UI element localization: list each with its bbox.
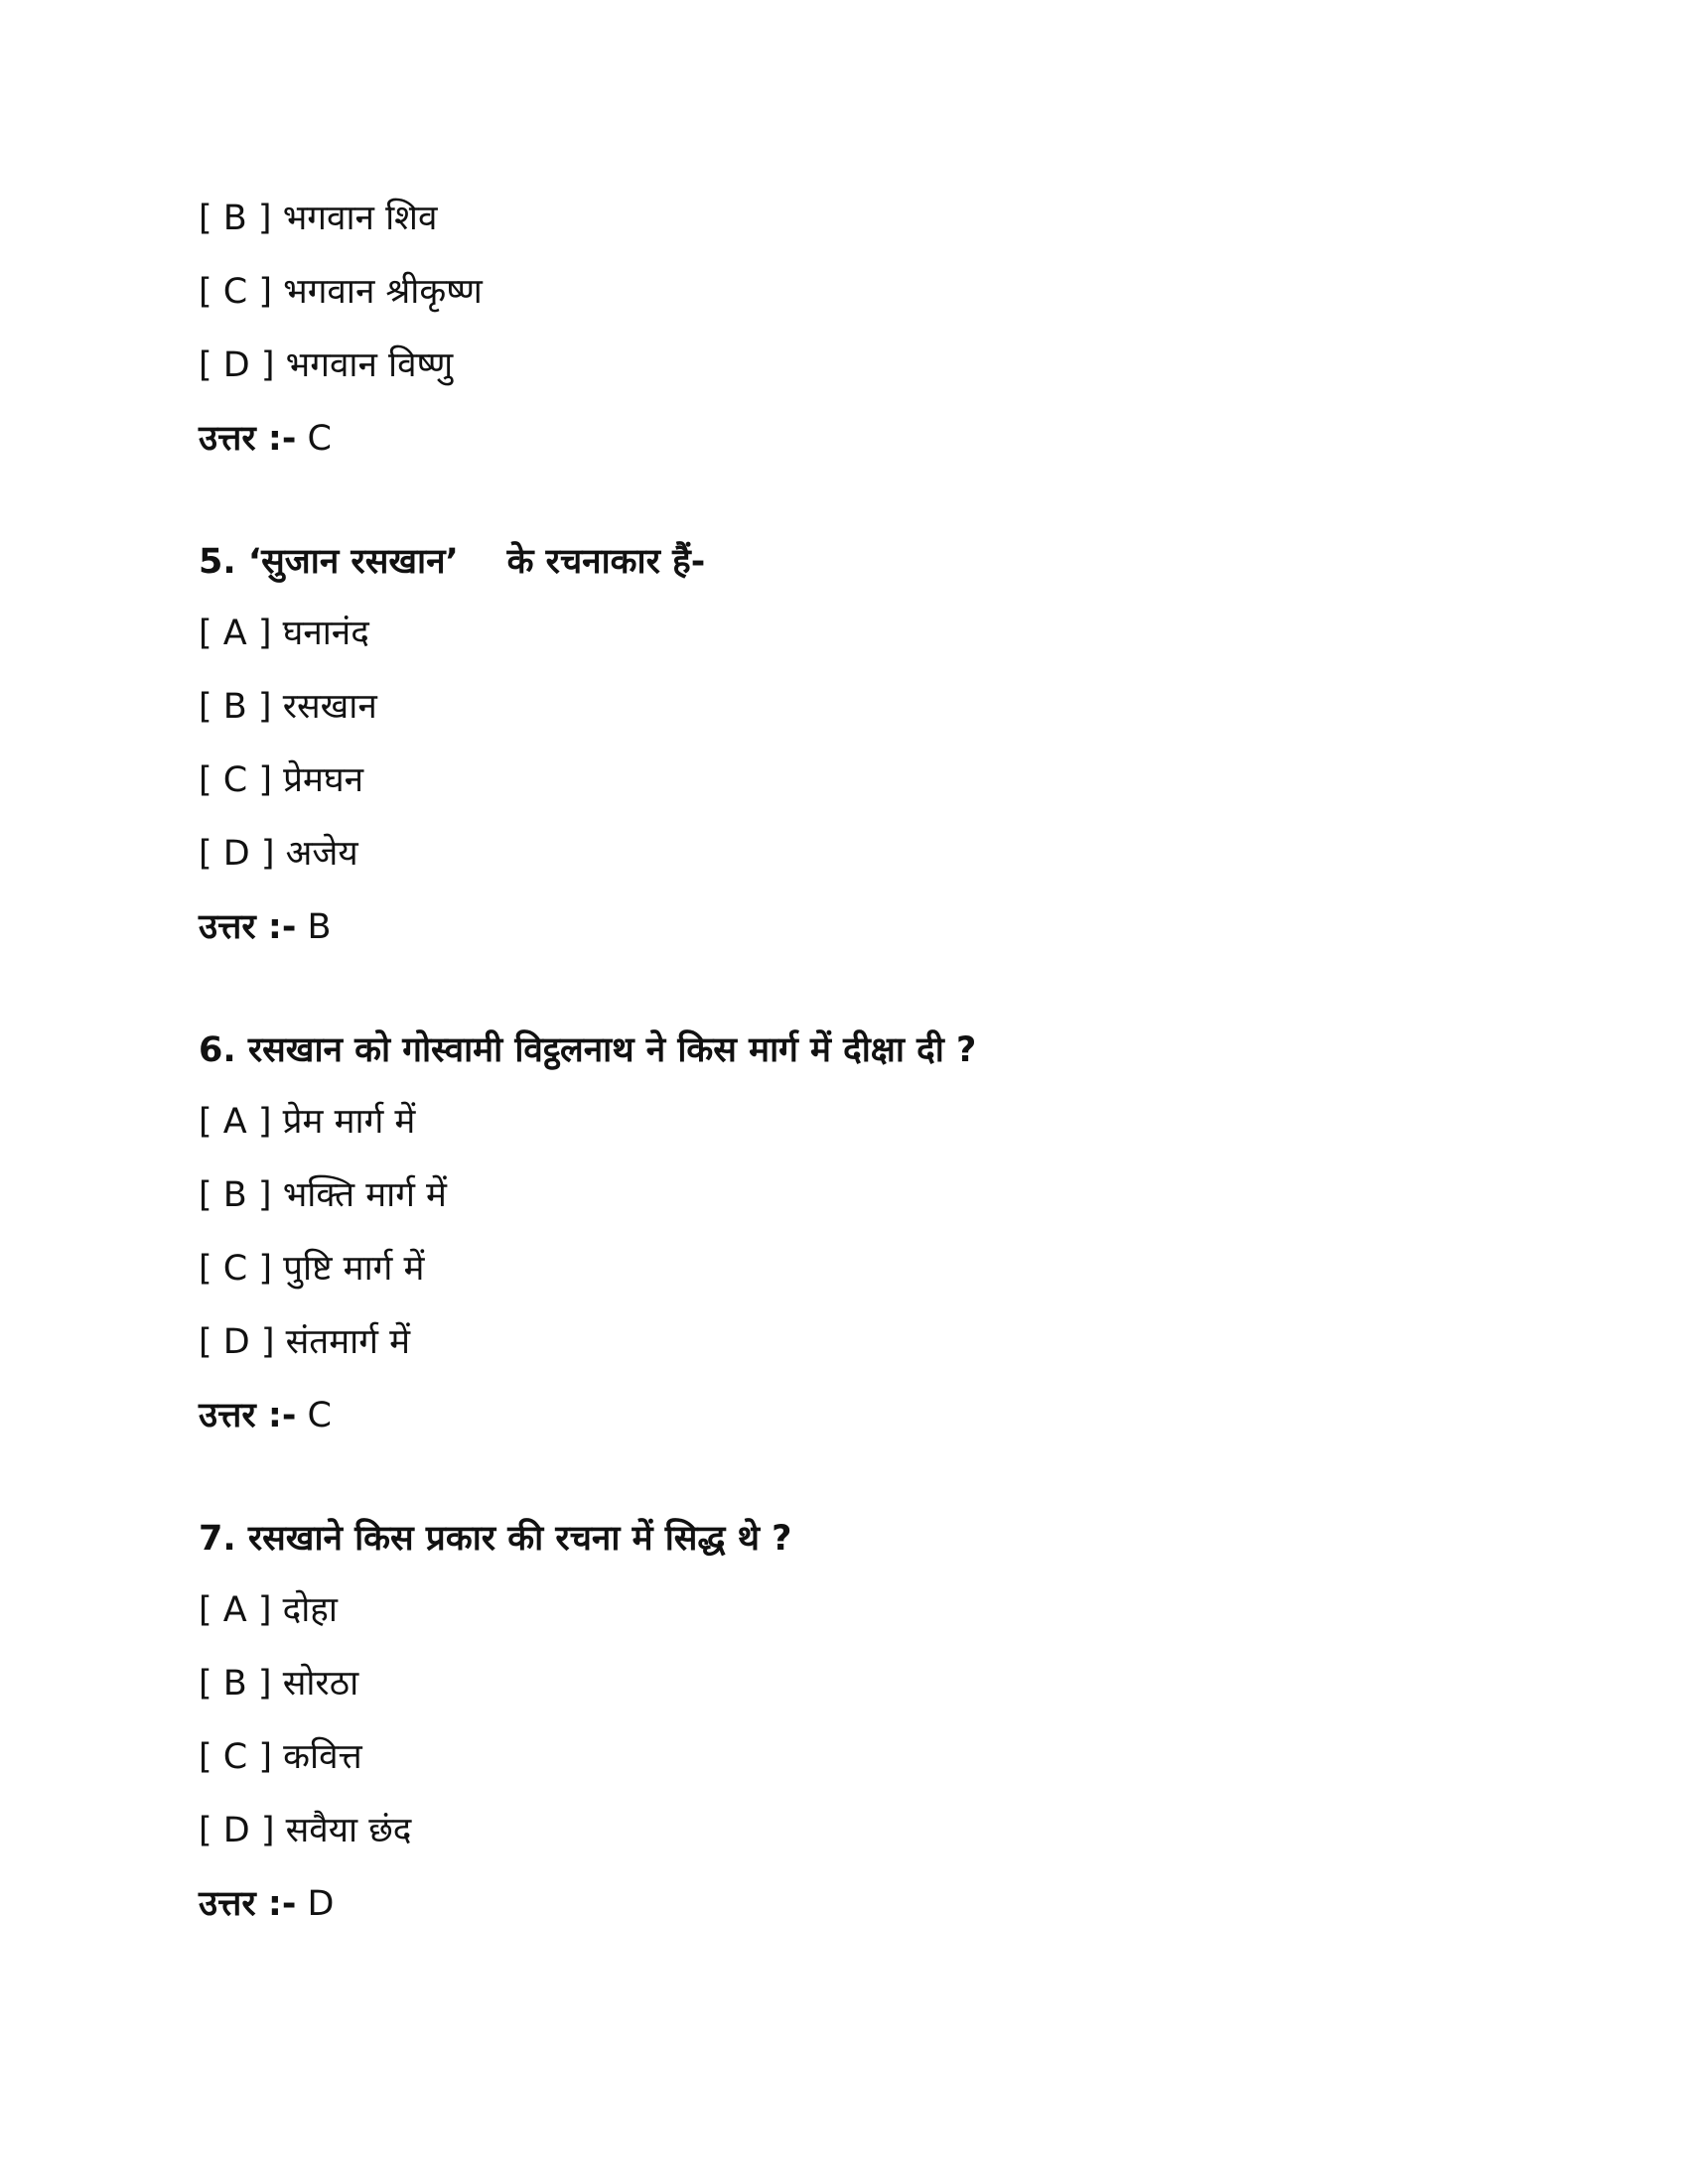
option-c: [ C ] पुष्टि मार्ग में — [199, 1249, 425, 1289]
option-a: [ A ] प्रेम मार्ग में — [199, 1102, 416, 1142]
option-c: [ C ] कवित्त — [199, 1737, 362, 1777]
option-a: [ A ] घनानंद — [199, 614, 369, 653]
option-a: [ A ] दोहा — [199, 1590, 338, 1630]
option-d: [ D ] सवैया छंद — [199, 1811, 412, 1850]
answer-value: C — [307, 1396, 332, 1435]
answer-line — [199, 1392, 1489, 1439]
question-block — [199, 1513, 1489, 1928]
question-block — [199, 536, 1489, 951]
document-page — [199, 195, 1489, 2001]
answer-line — [199, 1880, 1489, 1928]
answer-label: उत्तर :- — [199, 1396, 297, 1435]
option-c: [ C ] प्रेमघन — [199, 760, 364, 800]
option-d: [ D ] भगवान विष्णु — [199, 345, 454, 385]
question-block — [199, 195, 1489, 463]
question-text: 6. रसखान को गोस्वामी विट्ठलनाथ ने किस मार्ग में दीक्षा दी ? — [199, 1030, 977, 1070]
answer-line — [199, 415, 1489, 463]
question-block — [199, 1024, 1489, 1439]
option-b: [ B ] भक्ति मार्ग में — [199, 1175, 447, 1215]
option-b: [ B ] सोरठा — [199, 1664, 359, 1704]
answer-value: C — [307, 419, 332, 459]
question-text: 5. ‘सुजान रसखान’ के रचनाकार हैं- — [199, 542, 706, 582]
answer-label: उत्तर :- — [199, 1884, 297, 1924]
option-b: [ B ] रसखान — [199, 687, 377, 727]
answer-value: D — [307, 1884, 335, 1924]
answer-label: उत्तर :- — [199, 907, 297, 947]
option-b: [ B ] भगवान शिव — [199, 199, 438, 238]
option-d: [ D ] संतमार्ग में — [199, 1322, 411, 1362]
answer-line — [199, 903, 1489, 951]
option-c: [ C ] भगवान श्रीकृष्ण — [199, 272, 483, 312]
answer-value: B — [307, 907, 332, 947]
option-d: [ D ] अजेय — [199, 834, 358, 874]
question-text: 7. रसखाने किस प्रकार की रचना में सिद्ध थे ? — [199, 1519, 792, 1559]
answer-label: उत्तर :- — [199, 419, 297, 459]
